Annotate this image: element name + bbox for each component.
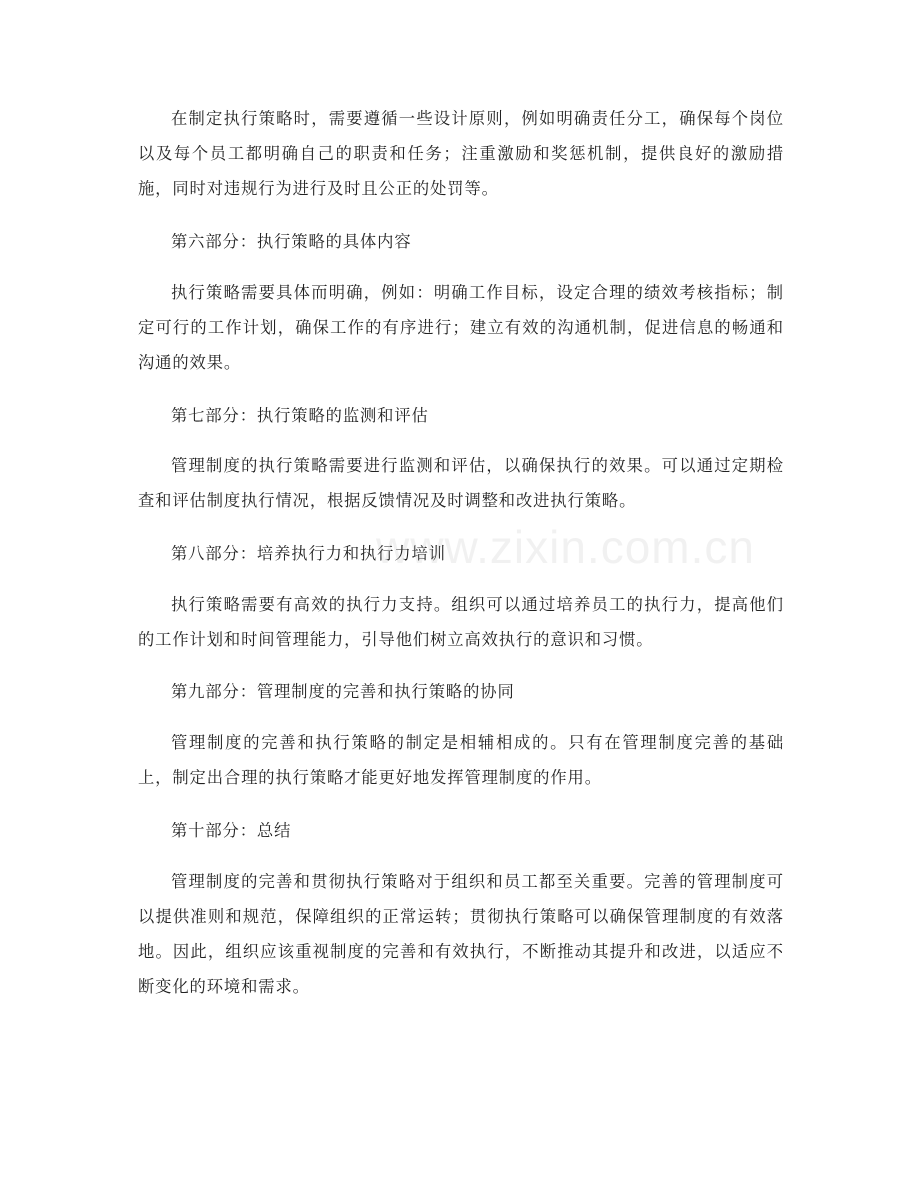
watermark: www.zixin.com.cn bbox=[376, 521, 755, 573]
paragraph-part6: 执行策略需要具体而明确，例如：明确工作目标，设定合理的绩效考核指标；制定可行的工作计划，确保工作的有序进行；建立有效的沟通机制，促进信息的畅通和沟通的效果。 bbox=[138, 283, 784, 372]
paragraph-part10: 管理制度的完善和贯彻执行策略对于组织和员工都至关重要。完善的管理制度可以提供准则和规范，保障组织的正常运转；贯彻执行策略可以确保管理制度的有效落地。因此，组织应该重视制度的完善和有效执行，不断推动其提升和改进，以适应不断变化的环境和需求。 bbox=[138, 872, 784, 996]
heading-part9: 第九部分：管理制度的完善和执行策略的协同 bbox=[171, 682, 515, 701]
heading-part6: 第六部分：执行策略的具体内容 bbox=[171, 232, 412, 251]
heading-part7: 第七部分：执行策略的监测和评估 bbox=[171, 406, 429, 425]
paragraph-part7: 管理制度的执行策略需要进行监测和评估，以确保执行的效果。可以通过定期检查和评估制度执行情况，根据反馈情况及时调整和改进执行策略。 bbox=[138, 456, 784, 510]
heading-part8: 第八部分：培养执行力和执行力培训 bbox=[171, 544, 446, 563]
paragraph-intro: 在制定执行策略时，需要遵循一些设计原则，例如明确责任分工，确保每个岗位以及每个员工都明确自己的职责和任务；注重激励和奖惩机制，提供良好的激励措施，同时对违规行为进行及时且公正的处罚等。 bbox=[138, 109, 784, 198]
paragraph-part8: 执行策略需要有高效的执行力支持。组织可以通过培养员工的执行力，提高他们的工作计划和时间管理能力，引导他们树立高效执行的意识和习惯。 bbox=[138, 595, 784, 649]
heading-part10: 第十部分：总结 bbox=[171, 821, 292, 840]
paragraph-part9: 管理制度的完善和执行策略的制定是相辅相成的。只有在管理制度完善的基础上，制定出合理的执行策略才能更好地发挥管理制度的作用。 bbox=[138, 733, 784, 787]
